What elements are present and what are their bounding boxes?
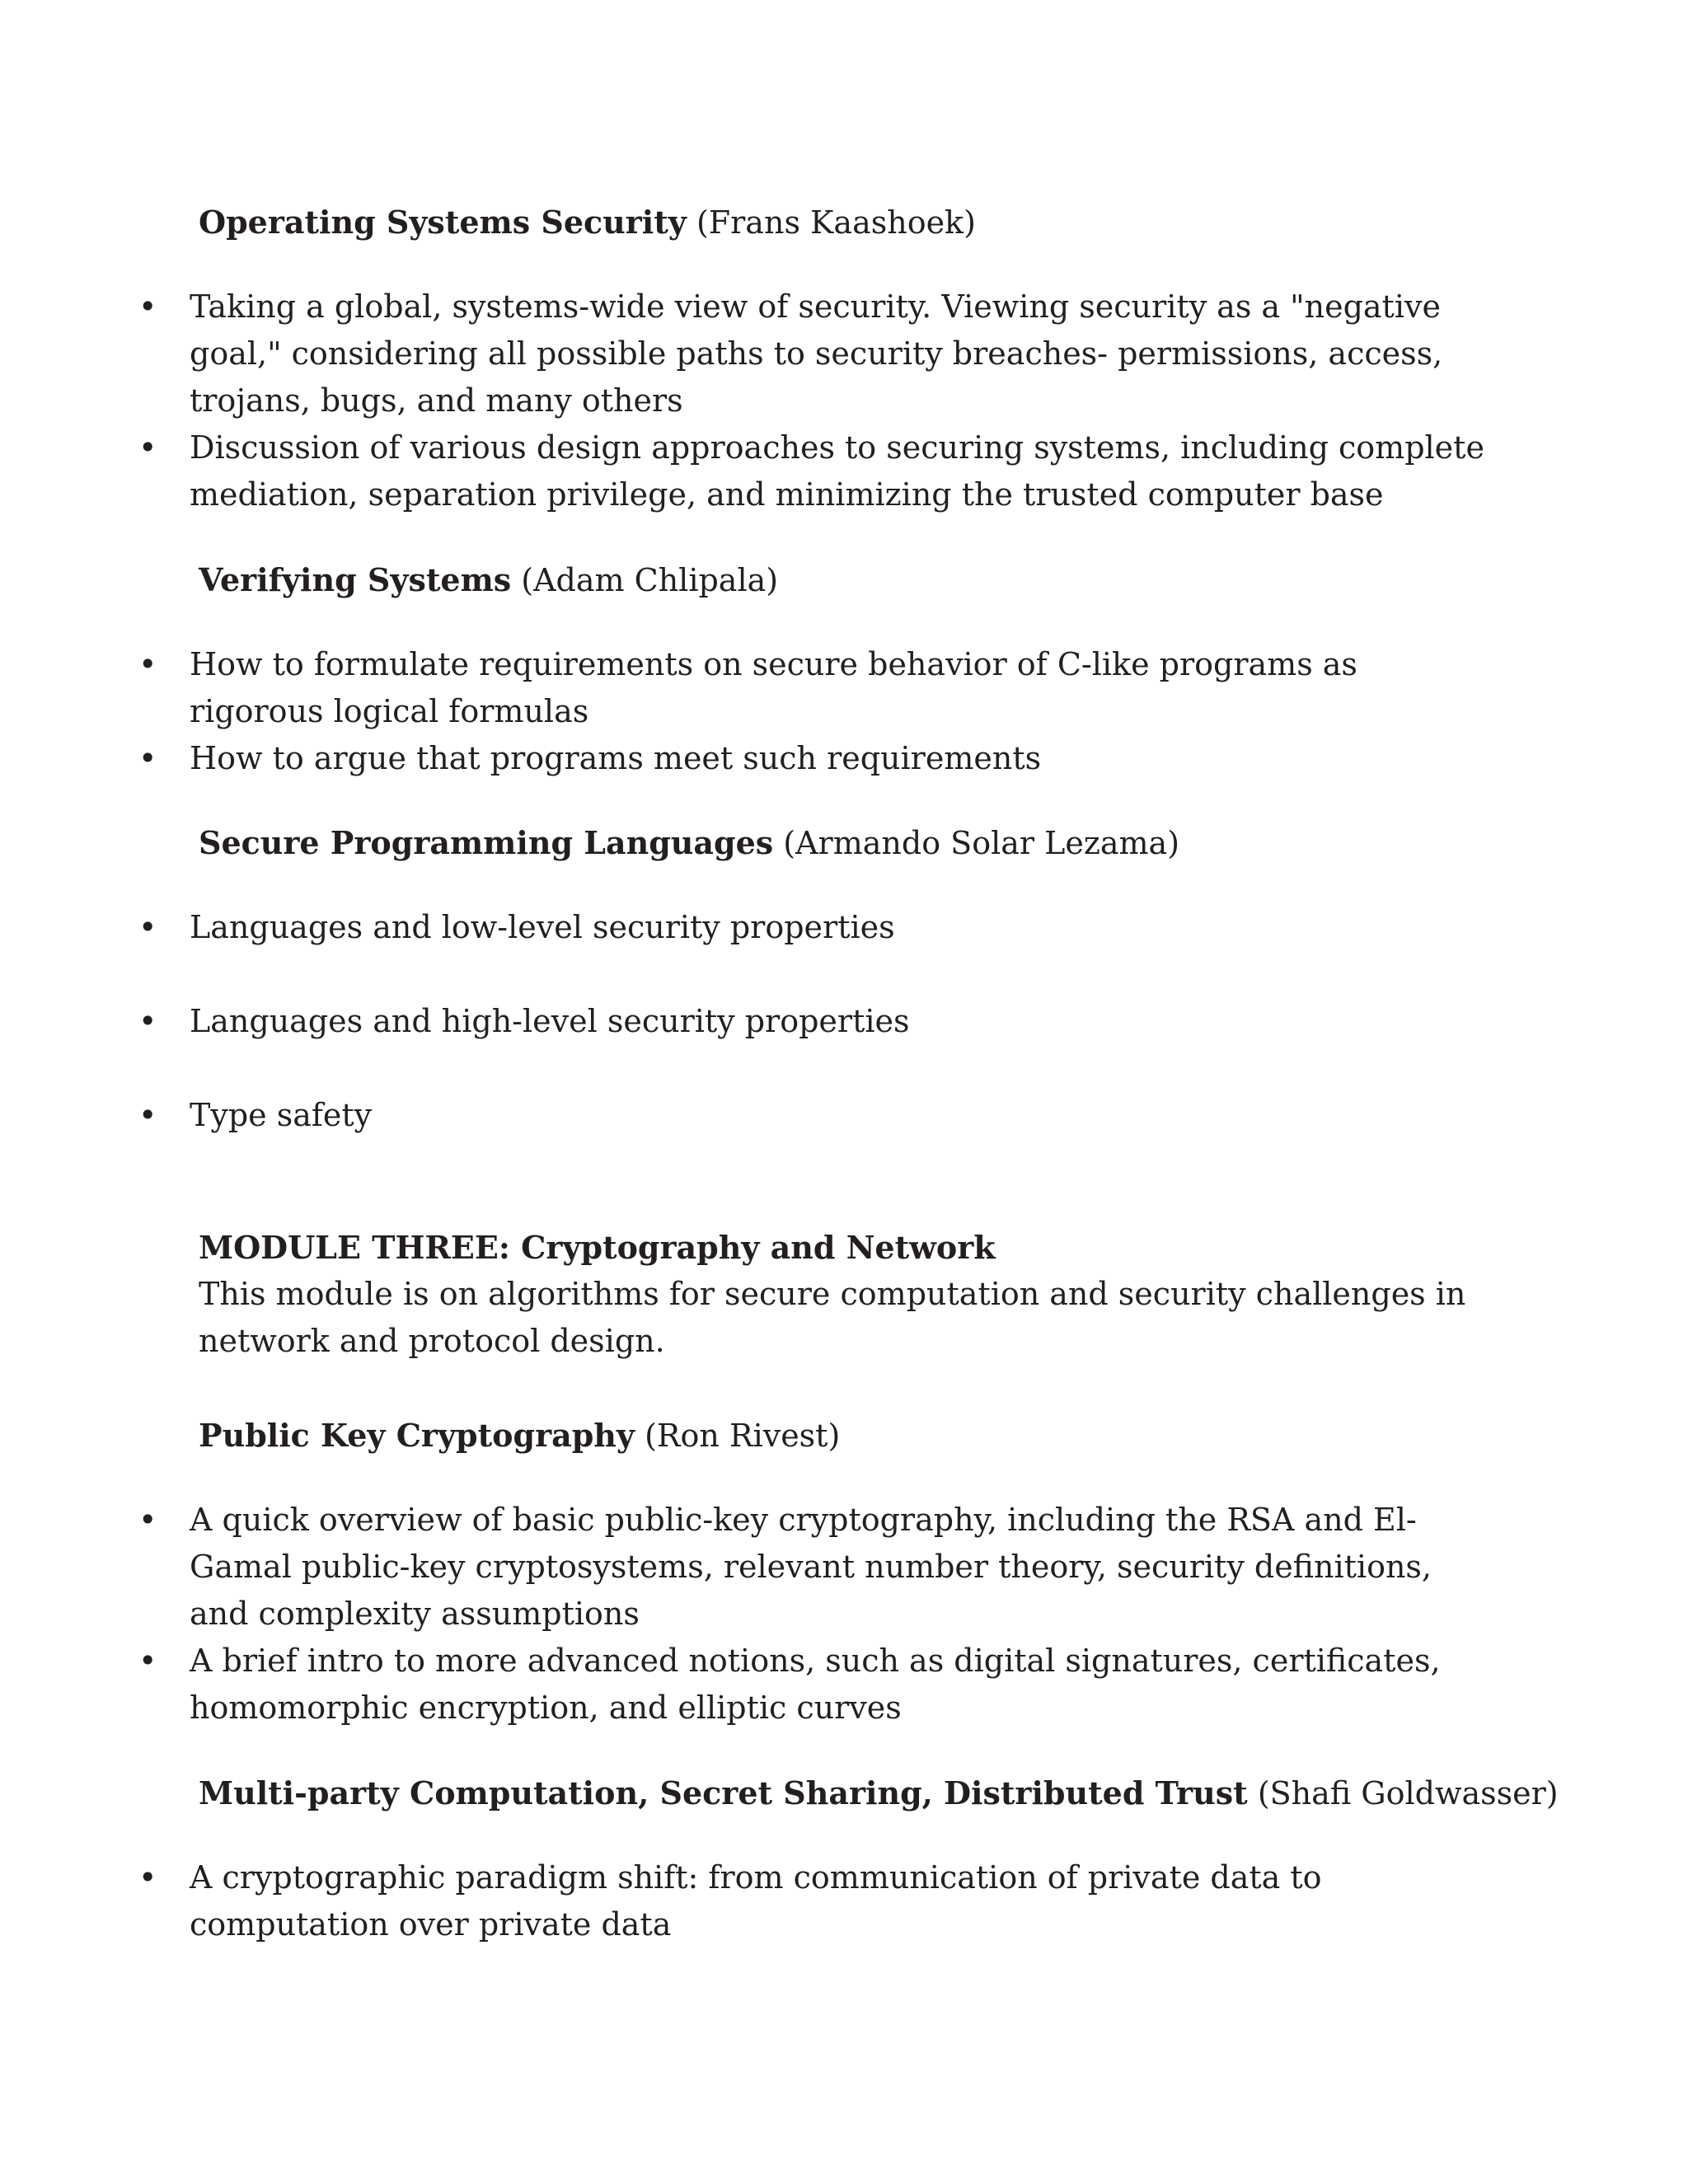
section-heading-secure-programming-languages [199, 819, 1179, 867]
list-item [0, 1497, 1492, 1638]
bullet-list-verifying-systems [0, 641, 1688, 782]
bullet-icon: • [138, 429, 157, 466]
section-title: Operating Systems Security [199, 204, 687, 241]
bullet-icon: • [138, 1097, 157, 1133]
section-title: Secure Programming Languages [199, 824, 774, 861]
bullet-icon: • [138, 1643, 157, 1679]
list-item-text: Languages and low-level security properties [190, 909, 895, 945]
list-item [0, 904, 1492, 951]
section-instructor: (Frans Kaashoek) [696, 204, 976, 241]
list-item [0, 998, 1492, 1045]
section-heading-verifying-systems [199, 556, 778, 604]
list-item [0, 1854, 1492, 1948]
list-item [0, 1638, 1492, 1732]
list-item-text: How to formulate requirements on secure behavior of C-like programs as rigorous logical formulas [190, 646, 1357, 729]
bullet-icon: • [138, 646, 157, 682]
section-instructor: (Adam Chlipala) [521, 562, 779, 598]
section-title: Public Key Cryptography [199, 1417, 635, 1454]
list-item [0, 1092, 1492, 1139]
module-three-block [199, 1224, 1501, 1365]
list-item [0, 284, 1492, 424]
module-description: This module is on algorithms for secure computation and security challenges in network and protocol design. [199, 1276, 1466, 1359]
list-item-text: Languages and high-level security properties [190, 1003, 910, 1039]
section-heading-multi-party-computation [199, 1769, 1559, 1817]
list-item-text: Taking a global, systems-wide view of security. Viewing security as a "negative goal," considering all possible paths to security breaches- permissions, access, trojans, bugs, and many others [190, 288, 1443, 419]
section-instructor: (Armando Solar Lezama) [783, 825, 1180, 861]
bullet-list-secure-programming-languages [0, 904, 1688, 1186]
list-item-text: Type safety [190, 1097, 373, 1133]
list-item-text: A brief intro to more advanced notions, such as digital signatures, certificates, homomorphic encryption, and elliptic curves [190, 1643, 1441, 1726]
list-item-text: A cryptographic paradigm shift: from communication of private data to computation over private data [190, 1859, 1322, 1943]
section-instructor: (Shafi Goldwasser) [1257, 1775, 1559, 1811]
list-item-text: How to argue that programs meet such requirements [190, 740, 1042, 776]
list-item [0, 735, 1492, 782]
bullet-icon: • [138, 1859, 157, 1896]
bullet-icon: • [138, 740, 157, 776]
list-item-text: A quick overview of basic public-key cryptography, including the RSA and El-Gamal public-key cryptosystems, relevant number theory, security definitions, and complexity assumptions [190, 1502, 1432, 1632]
list-item [0, 424, 1492, 518]
section-heading-public-key-cryptography [199, 1412, 840, 1460]
list-item-text: Discussion of various design approaches to securing systems, including complete mediation, separation privilege, and minimizing the trusted computer base [190, 429, 1484, 513]
section-heading-os-security [199, 199, 976, 246]
bullet-icon: • [138, 1003, 157, 1039]
bullet-list-os-security [0, 284, 1688, 518]
bullet-list-public-key-cryptography [0, 1497, 1688, 1732]
bullet-icon: • [138, 288, 157, 325]
section-title: Verifying Systems [199, 561, 512, 598]
section-title: Multi-party Computation, Secret Sharing, Distributed Trust [199, 1774, 1248, 1811]
bullet-icon: • [138, 1502, 157, 1538]
bullet-icon: • [138, 909, 157, 945]
list-item [0, 641, 1492, 735]
bullet-list-multi-party-computation [0, 1854, 1688, 1948]
module-title: MODULE THREE: Cryptography and Network [199, 1229, 996, 1266]
section-instructor: (Ron Rivest) [645, 1418, 841, 1454]
